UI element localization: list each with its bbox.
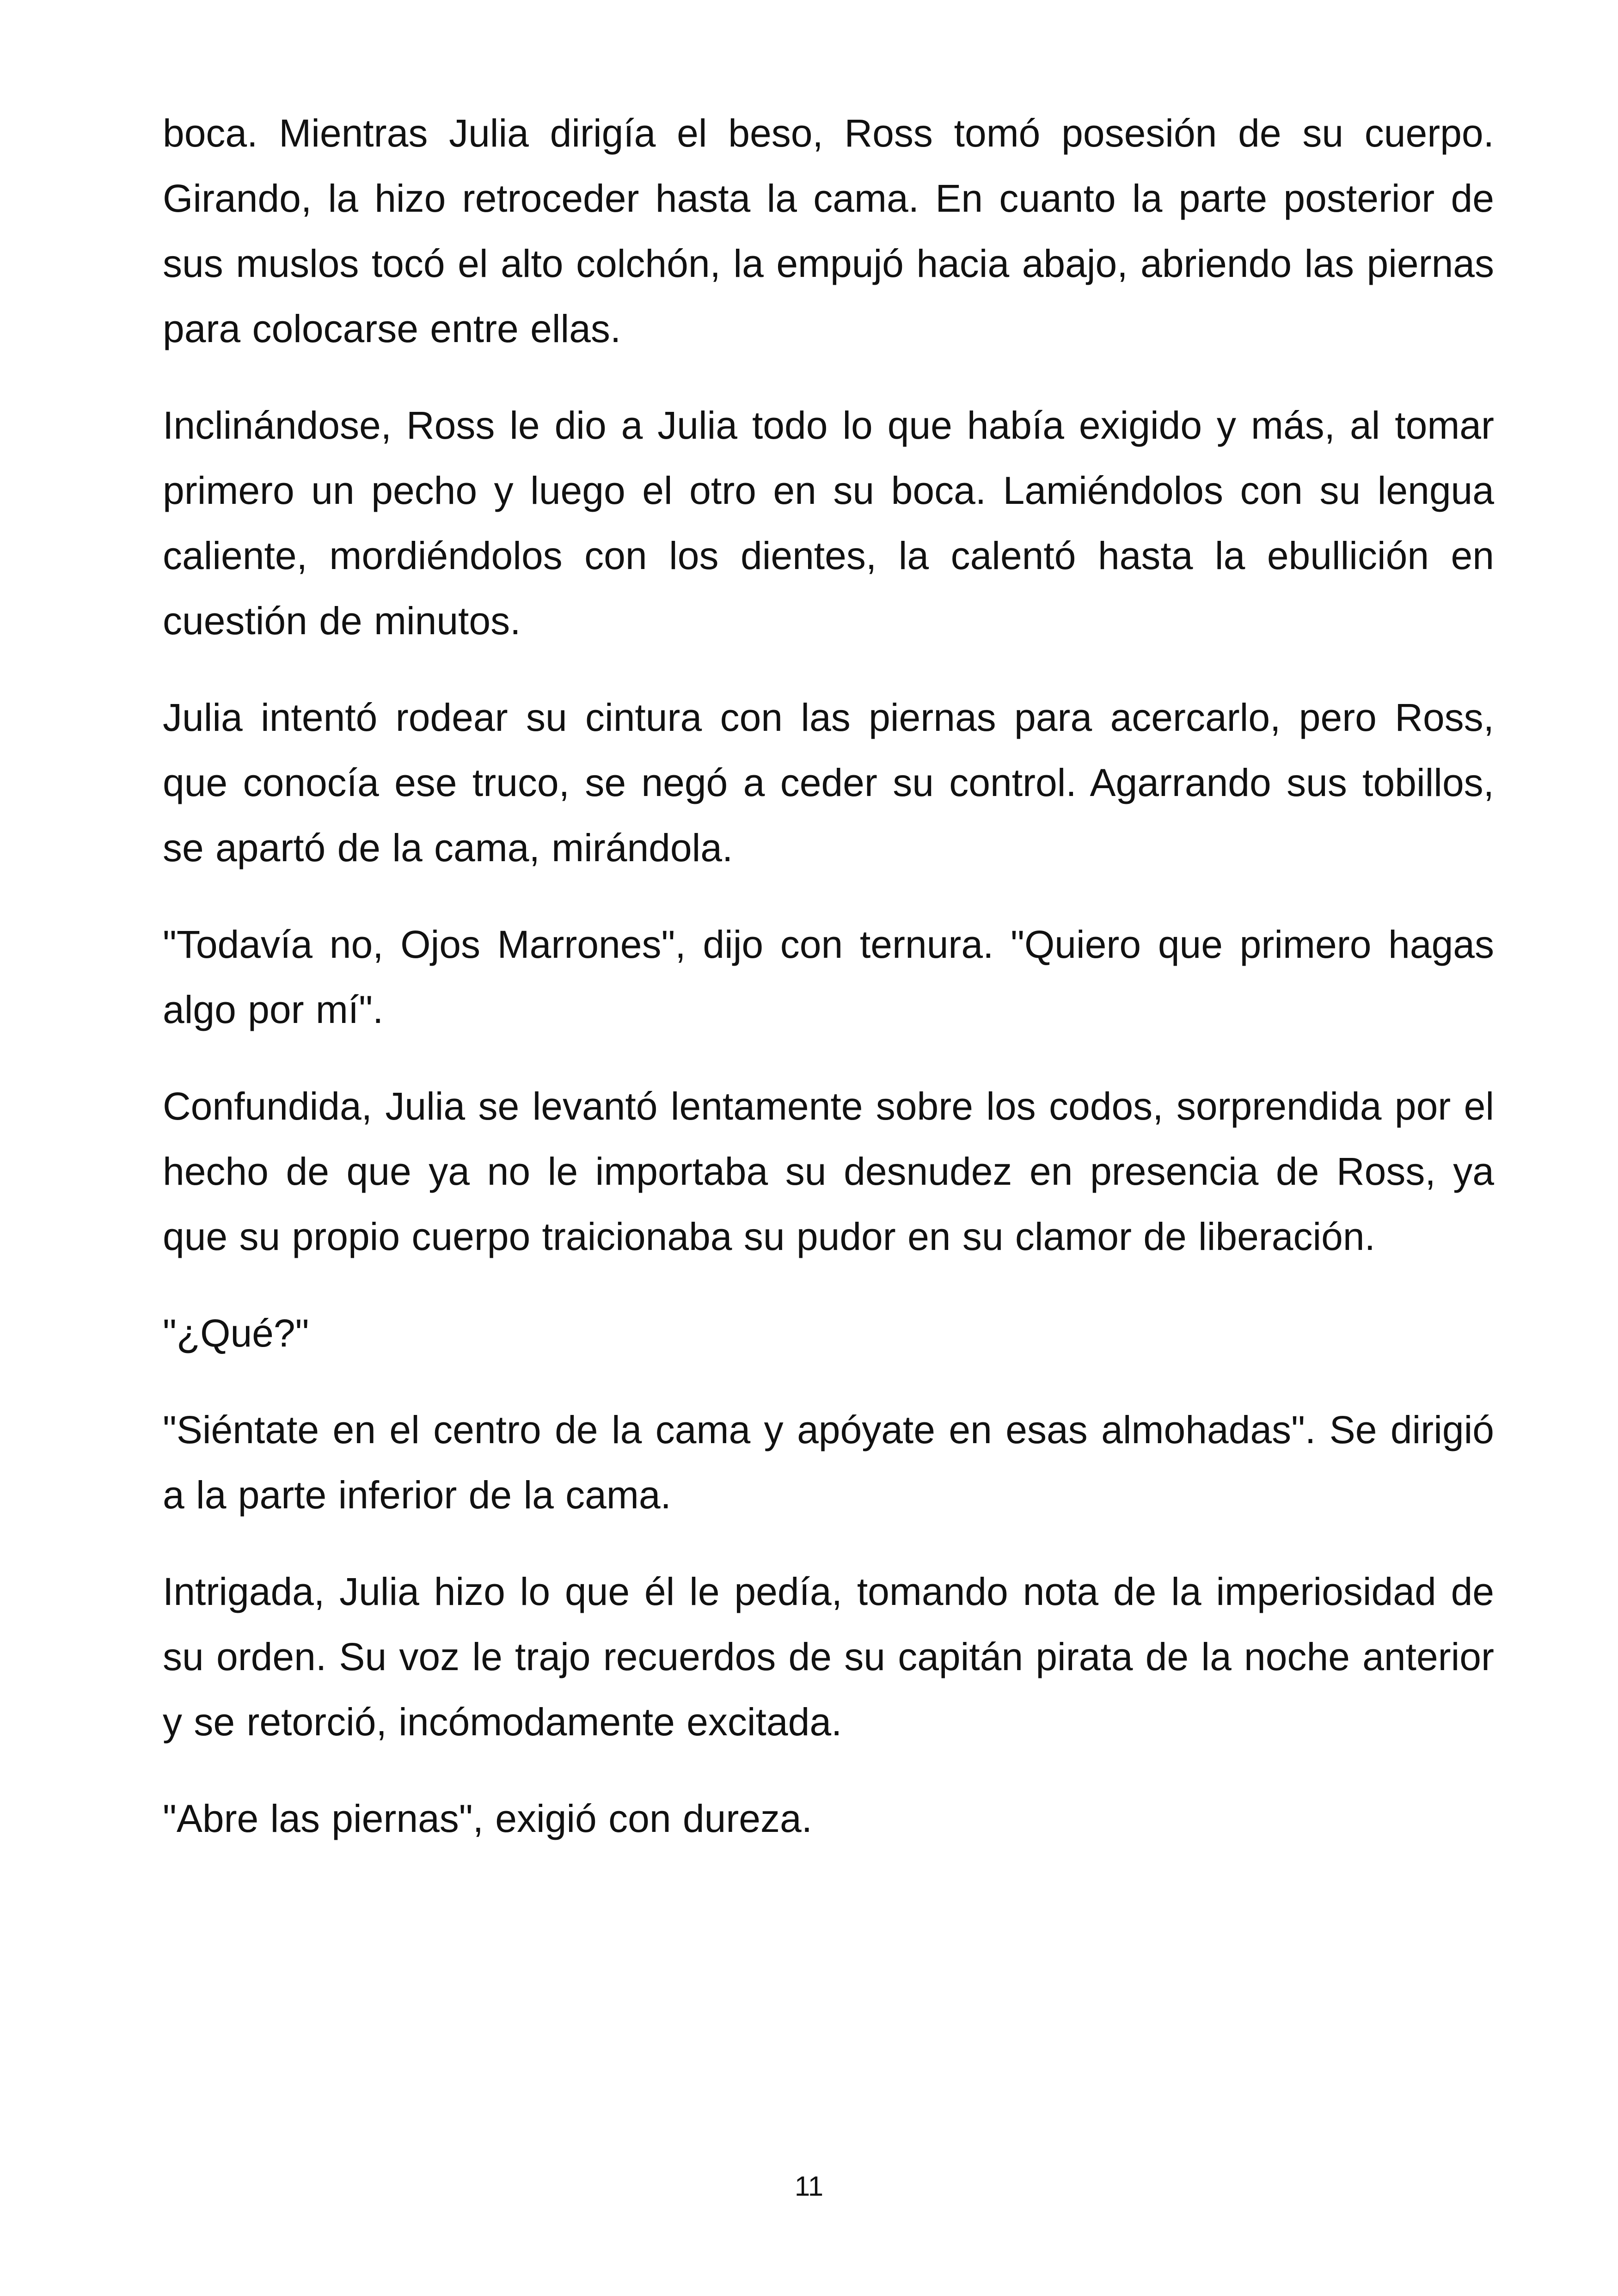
body-text [163,101,1494,1883]
paragraph-2: Inclinándose, Ross le dio a Julia todo lo que había exigido y más, al tomar primero un pecho y luego el otro en su boca. Lamiéndolos con su lengua caliente, mordiéndolos con los dientes, la calentó hasta la ebullición en cuestión de minutos. [163,404,1494,643]
page-number: 11 [794,2171,824,2202]
paragraph-1: boca. Mientras Julia dirigía el beso, Ross tomó posesión de su cuerpo. Girando, la hizo retroceder hasta la cama. En cuanto la parte posterior de sus muslos tocó el alto colchón, la empujó hacia abajo, abriendo las piernas para colocarse entre ellas. [163,111,1494,350]
paragraph-5: Confundida, Julia se levantó lentamente sobre los codos, sorprendida por el hecho de que ya no le importaba su desnudez en presencia de Ross, ya que su propio cuerpo traicionaba su pudor en su clamor de liberación. [163,1084,1494,1258]
paragraph-3: Julia intentó rodear su cintura con las piernas para acercarlo, pero Ross, que conocía ese truco, se negó a ceder su control. Agarrando sus tobillos, se apartó de la cama, mirándola. [163,696,1494,869]
paragraph-7: "Siéntate en el centro de la cama y apóyate en esas almohadas". Se dirigió a la parte inferior de la cama. [163,1408,1494,1517]
paragraph-8: Intrigada, Julia hizo lo que él le pedía, tomando nota de la imperiosidad de su orden. Su voz le trajo recuerdos de su capitán pirata de la noche anterior y se retorció, incómodamente excitada. [163,1570,1494,1744]
paragraph-6: "¿Qué?" [163,1311,309,1355]
paragraph-9: "Abre las piernas", exigió con dureza. [163,1797,813,1840]
paragraph-4: "Todavía no, Ojos Marrones", dijo con ternura. "Quiero que primero hagas algo por mí". [163,923,1494,1031]
